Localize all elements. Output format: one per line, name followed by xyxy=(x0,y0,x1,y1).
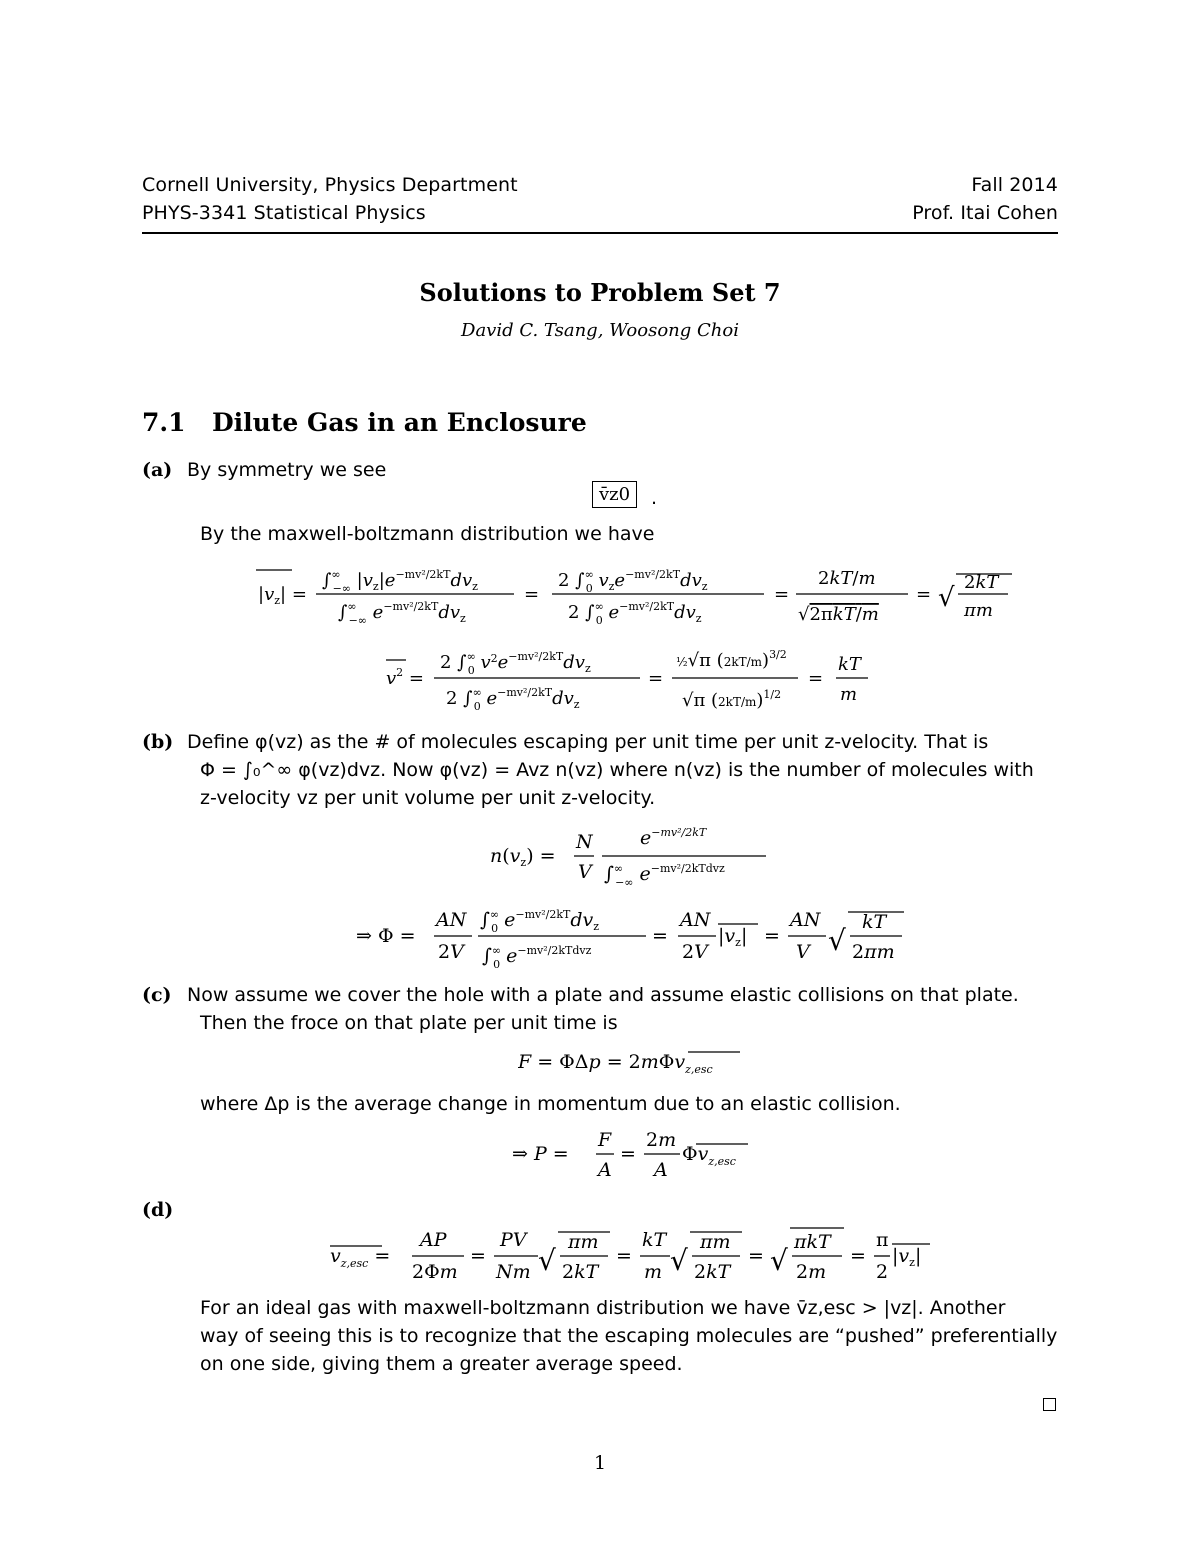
svg-text:Nm: Nm xyxy=(496,1261,531,1283)
svg-text:V: V xyxy=(796,941,810,963)
svg-text:√π (2kT/m)1/2: √π $(2kT/m)^{1/2}$ xyxy=(682,688,782,711)
document-authors: David C. Tsang, Woosong Choi xyxy=(461,320,739,341)
svg-text:∫∞−∞ e−mv²/2kTdvz: ∫∞ −∞ $e^{-mv^2/2kT}dv_z$ xyxy=(338,600,466,627)
section-name: Dilute Gas in an Enclosure xyxy=(212,408,587,437)
svg-text:F: F xyxy=(598,1129,612,1151)
equation-mean-abs-vz-figure xyxy=(252,556,1042,628)
header-term: Fall 2014 xyxy=(971,174,1058,196)
header-institution: Cornell University, Physics Department xyxy=(142,174,518,196)
svg-text:πm: πm xyxy=(568,1231,599,1253)
svg-text:2kT: 2kT xyxy=(694,1261,731,1283)
part-b-line3: z-velocity vz per unit volume per unit z-velocity. xyxy=(200,787,656,809)
svg-text:A: A xyxy=(654,1159,668,1181)
svg-text:2Φm: 2Φm xyxy=(412,1261,458,1283)
svg-text:F = ΦΔp = 2mΦvz,esc: F = ΦΔp = 2mΦv$_{z,esc}$ xyxy=(518,1051,713,1076)
svg-text:A: A xyxy=(598,1159,612,1181)
svg-text:=: = xyxy=(470,1245,486,1267)
part-label: (a) xyxy=(142,459,173,481)
svg-text:|vz|: $|v_z|$ xyxy=(718,925,748,949)
part-c-line2: Then the froce on that plate per unit time is xyxy=(200,1012,618,1034)
svg-text:√: √ xyxy=(770,1244,788,1277)
part-label: (d) xyxy=(142,1199,174,1221)
equation-force-figure xyxy=(518,1046,758,1082)
section-number: 7.1 xyxy=(142,408,186,437)
svg-text:N: N xyxy=(576,831,593,853)
equation-flux xyxy=(356,898,916,979)
svg-text:Φvz,esc: $\Phi v_{z,esc}$ xyxy=(682,1143,736,1168)
svg-text:2πm: 2πm xyxy=(852,941,895,963)
svg-text:2V: 2V xyxy=(682,941,708,963)
svg-text:=: = xyxy=(620,1143,636,1165)
svg-text:2 ∫∞0 e−mv²/2kTdvz: 2 ∫∞ 0 $e^{-mv^2/2kT}dv_z$ xyxy=(568,600,702,627)
section-heading xyxy=(142,408,587,437)
svg-text:|vz|: $|v_z|$ xyxy=(892,1245,922,1269)
svg-text:kT: kT xyxy=(838,654,861,675)
svg-text:|vz| =: $|v_z|$ = xyxy=(258,584,307,607)
svg-text:m: m xyxy=(840,684,858,705)
part-a-label xyxy=(142,456,172,484)
svg-text:∫∞0 e−mv²/2kTdvz: ∫∞ 0 $e^{-mv^2/2kT}dv_z$ xyxy=(480,908,600,935)
svg-text:=: = xyxy=(648,668,664,689)
svg-text:=: = xyxy=(808,668,824,689)
svg-text:2: 2 xyxy=(876,1261,889,1283)
svg-text:=: = xyxy=(616,1245,632,1267)
part-d-label xyxy=(142,1196,173,1224)
header-course: PHYS-3341 Statistical Physics xyxy=(142,202,426,224)
svg-text:2V: 2V xyxy=(438,941,464,963)
part-d-line1: For an ideal gas with maxwell-boltzmann distribution we have v̄z,esc > |vz|. Another xyxy=(200,1297,1006,1319)
equation-number-density xyxy=(490,820,790,895)
part-label: (b) xyxy=(142,731,174,753)
svg-text:2 ∫∞0 e−mv²/2kTdvz: 2 ∫∞ 0 $e^{-mv^2/2kT}dv_z$ xyxy=(446,686,580,713)
equation-pressure xyxy=(512,1124,762,1191)
svg-text:V: V xyxy=(578,861,592,883)
svg-text:=: = xyxy=(850,1245,866,1267)
svg-text:∫∞−∞ e−mv²/2kTdvz: ∫∞ −∞ $e^{-mv^2/2kTdvz}$ xyxy=(604,862,725,889)
svg-text:√2πkT/m: √2πkT/m xyxy=(798,604,879,625)
header-rule xyxy=(142,232,1058,234)
svg-text:kT: kT xyxy=(642,1229,667,1251)
svg-text:πkT: πkT xyxy=(794,1231,831,1253)
svg-text:AN: AN xyxy=(436,909,467,931)
part-b-line1: Define φ(vz) as the # of molecules escaping per unit time per unit z-velocity. That is xyxy=(187,731,989,753)
svg-text:=: = xyxy=(652,925,668,947)
part-d-line3: on one side, giving them a greater average speed. xyxy=(200,1353,683,1375)
header-professor: Prof. Itai Cohen xyxy=(912,202,1058,224)
svg-text:½√π (2kT/m)3/2: ½√π $(2kT/m)^{3/2}$ xyxy=(676,648,787,671)
svg-text:2 ∫∞0 vze−mv²/2kTdvz: 2 ∫∞ 0 $v_ze^{-mv^2/2kT}dv_z$ xyxy=(558,568,708,595)
equation-escape-velocity-figure xyxy=(330,1224,930,1290)
svg-text:2kT: 2kT xyxy=(562,1261,599,1283)
svg-text:PV: PV xyxy=(500,1229,527,1251)
equation-escape-velocity xyxy=(330,1224,930,1295)
part-d-line2: way of seeing this is to recognize that the escaping molecules are “pushed” preferentially xyxy=(200,1325,1058,1347)
part-c-line1: Now assume we cover the hole with a plate and assume elastic collisions on that plate. xyxy=(187,984,1019,1006)
svg-text:√: √ xyxy=(670,1244,688,1277)
document-title: Solutions to Problem Set 7 xyxy=(419,278,781,307)
equation-mean-v-squared xyxy=(384,640,884,725)
svg-text:AN: AN xyxy=(680,909,711,931)
page-number: 1 xyxy=(593,1452,607,1474)
svg-text:π: π xyxy=(876,1229,889,1251)
svg-text:⇒ P =: ⇒ P = xyxy=(512,1143,569,1165)
boxed-period: . xyxy=(651,487,658,509)
svg-text:=: = xyxy=(774,584,790,605)
equation-mean-abs-vz xyxy=(252,556,1042,633)
equation-mean-v-squared-figure xyxy=(384,640,884,720)
part-c-line3: where Δp is the average change in momentum due to an elastic collision. xyxy=(200,1093,901,1115)
equation-pressure-figure xyxy=(512,1124,762,1186)
part-b-line2: Φ = ∫₀^∞ φ(vz)dvz. Now φ(vz) = Avz n(vz) where n(vz) is the number of molecules with xyxy=(200,759,1034,781)
svg-text:2kT: 2kT xyxy=(964,572,999,593)
svg-text:=: = xyxy=(524,584,540,605)
svg-text:v2 =: $v^2$ = xyxy=(386,666,424,689)
part-label: (c) xyxy=(142,984,172,1006)
svg-text:√: √ xyxy=(938,583,955,613)
equation-force xyxy=(518,1046,758,1087)
svg-text:=: = xyxy=(916,584,932,605)
svg-text:=: = xyxy=(764,925,780,947)
svg-text:πm: πm xyxy=(964,600,993,621)
svg-text:√: √ xyxy=(828,924,846,957)
part-c-label xyxy=(142,981,172,1009)
svg-text:AP: AP xyxy=(420,1229,447,1251)
svg-text:e−mv²/2kT: $e^{-mv^2/2kT}$ xyxy=(640,826,707,849)
part-b-label xyxy=(142,728,173,756)
svg-text:kT: kT xyxy=(862,911,887,933)
part-a-line2: By the maxwell-boltzmann distribution we have xyxy=(200,523,655,545)
svg-text:m: m xyxy=(644,1261,663,1283)
svg-text:vz,esc =: $v_{z,esc}$ = xyxy=(330,1245,391,1270)
svg-text:2kT/m: 2kT/m xyxy=(818,568,876,589)
svg-text:√: √ xyxy=(538,1244,556,1277)
svg-text:∫∞0 e−mv²/2kTdvz: ∫∞ 0 $e^{-mv^2/2kTdvz}$ xyxy=(482,944,592,971)
part-a-intro: By symmetry we see xyxy=(187,459,387,481)
svg-text:AN: AN xyxy=(790,909,821,931)
boxed-result: v̄z0 xyxy=(592,481,637,508)
svg-text:⇒ Φ =: ⇒ Φ = xyxy=(356,925,416,947)
equation-number-density-figure xyxy=(490,820,790,890)
svg-text:πm: πm xyxy=(700,1231,731,1253)
svg-text:2m: 2m xyxy=(796,1261,827,1283)
equation-flux-figure xyxy=(356,898,916,974)
svg-text:=: = xyxy=(748,1245,764,1267)
svg-text:n(vz) =: $n(v_z)$ = xyxy=(490,845,556,869)
svg-text:2 ∫∞0 v2e−mv²/2kTdvz: 2 ∫∞ 0 $v^2e^{-mv^2/2kT}dv_z$ xyxy=(440,650,591,677)
svg-text:2m: 2m xyxy=(646,1129,677,1151)
qed-square-icon xyxy=(1043,1398,1056,1411)
svg-text:∫∞−∞ |vz|e−mv²/2kTdvz: ∫∞ −∞ $|v_z|e^{-mv^2/2kT}dv_z$ xyxy=(322,568,478,595)
